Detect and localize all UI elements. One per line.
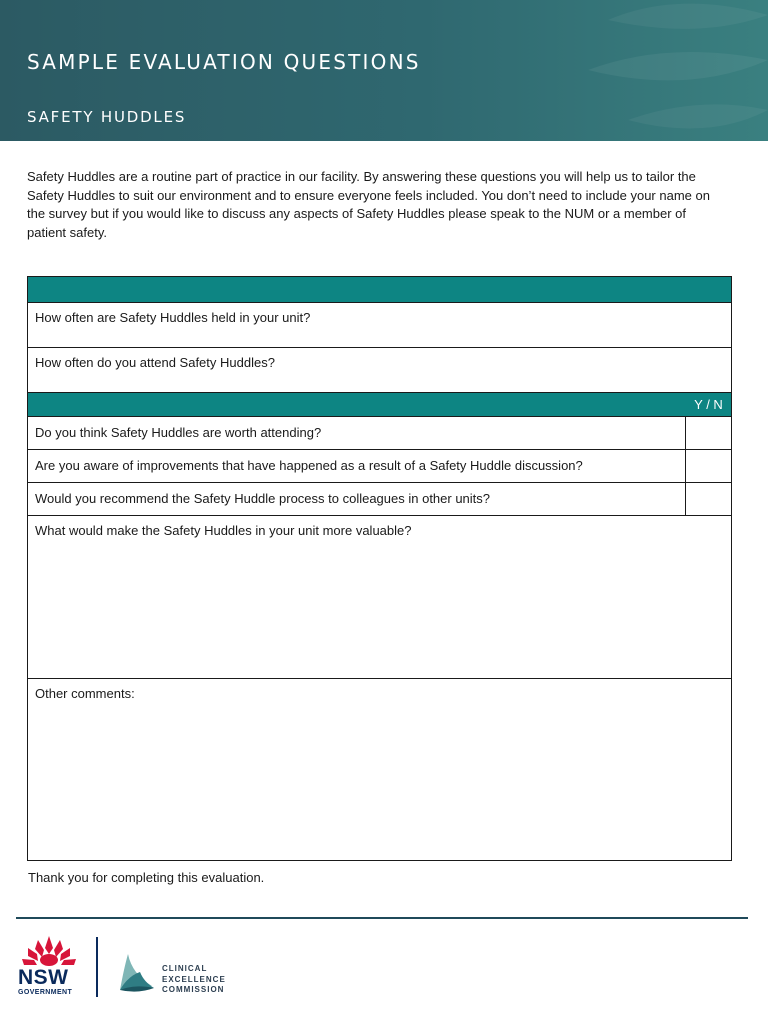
cec-line: CLINICAL (162, 964, 208, 973)
question-label: How often are Safety Huddles held in your unit? (35, 310, 311, 325)
question-label: What would make the Safety Huddles in your unit more valuable? (35, 523, 412, 538)
long-answer-row[interactable] (28, 516, 731, 679)
nsw-government-label: GOVERNMENT (18, 989, 73, 996)
evaluation-form (27, 276, 732, 861)
cec-logo-icon (114, 950, 158, 994)
yn-question-row (28, 417, 731, 450)
page-title: SAMPLE EVALUATION QUESTIONS (27, 50, 421, 74)
yn-question-row (28, 450, 731, 483)
question-label: Would you recommend the Safety Huddle process to colleagues in other units? (28, 483, 686, 515)
cec-line: COMMISSION (162, 985, 225, 994)
page-subtitle: SAFETY HUDDLES (27, 108, 187, 126)
question-label: Are you aware of improvements that have happened as a result of a Safety Huddle discussion? (28, 450, 686, 482)
yn-answer-cell[interactable] (686, 483, 731, 515)
header-banner (0, 0, 768, 141)
yn-question-row (28, 483, 731, 516)
yn-answer-cell[interactable] (686, 450, 731, 482)
yn-answer-cell[interactable] (686, 417, 731, 449)
section-header (28, 277, 731, 303)
banner-leaf-decoration (568, 0, 768, 141)
nsw-wordmark: NSW (18, 966, 69, 989)
logo-divider (96, 937, 98, 997)
cec-wordmark (162, 964, 226, 996)
open-question-row[interactable] (28, 348, 731, 393)
open-question-row[interactable] (28, 303, 731, 348)
yn-section-header (28, 393, 731, 417)
yn-column-label: Y / N (694, 397, 723, 412)
thanks-note: Thank you for completing this evaluation. (28, 870, 265, 885)
question-label: Other comments: (35, 686, 135, 701)
question-label: How often do you attend Safety Huddles? (35, 355, 275, 370)
question-label: Do you think Safety Huddles are worth attending? (28, 417, 686, 449)
footer-divider (16, 917, 748, 919)
intro-paragraph: Safety Huddles are a routine part of practice in our facility. By answering these questions you will help us to tailor the Safety Huddles to suit our environment and to ensure everyone feels included. You don’t need to include your name on the survey but if you would like to discuss any aspects of Safety Huddles please speak to the NUM or a member of patient safety. (27, 169, 710, 240)
cec-line: EXCELLENCE (162, 974, 226, 984)
comments-row[interactable] (28, 679, 731, 860)
